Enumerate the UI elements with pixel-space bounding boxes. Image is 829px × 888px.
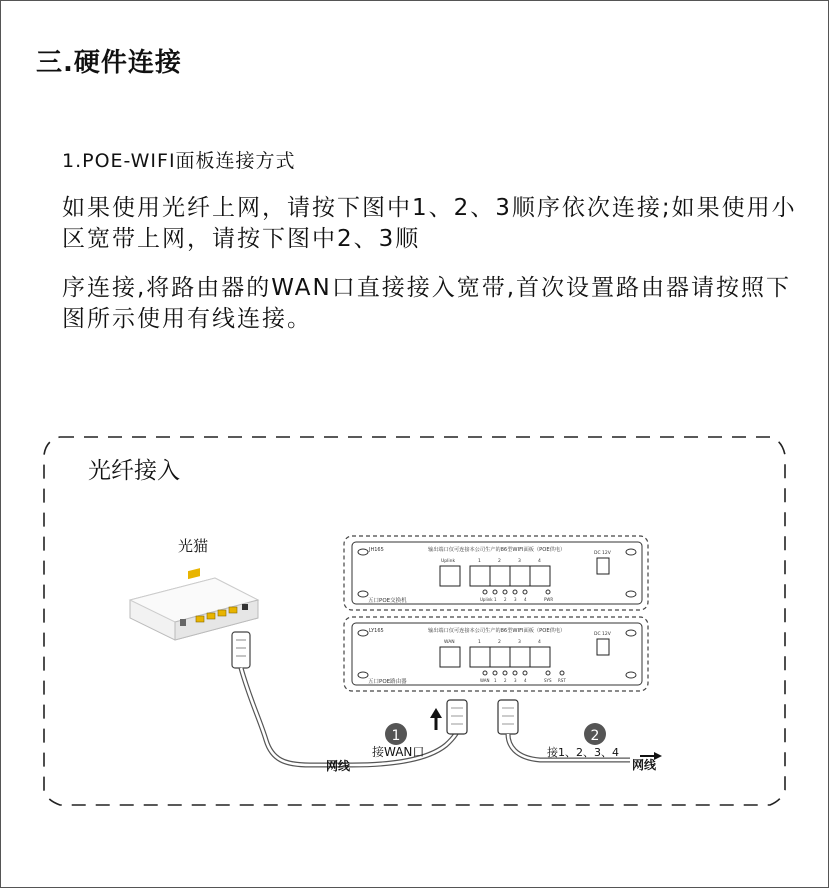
router-port	[470, 647, 490, 667]
switch-led-label: 3	[514, 597, 517, 602]
router-led-label: 2	[504, 678, 507, 683]
switch-power-label: DC 12V	[594, 551, 611, 556]
switch-port	[490, 566, 510, 586]
switch-port	[530, 566, 550, 586]
switch-power-jack	[597, 558, 609, 574]
router-led-label: 4	[524, 678, 527, 683]
router-header: 输出端口仅可连接本公司生产的86型WIFI面板（POE供电）	[428, 628, 566, 634]
section-title: 三.硬件连接	[36, 48, 182, 78]
optical-modem	[130, 568, 258, 640]
switch-uplink-label: Uplink	[441, 559, 456, 564]
step2-number: 2	[590, 728, 600, 744]
router-power-label: DC 12V	[594, 632, 611, 637]
switch-led-label: 1	[494, 597, 497, 602]
modem-cable	[232, 632, 310, 765]
paragraph-2: 序连接,将路由器的WAN口直接接入宽带,首次设置路由器请按照下图所示使用有线连接。	[62, 275, 792, 332]
router-port	[530, 647, 550, 667]
switch-port-label: 4	[538, 559, 541, 564]
switch-header: 输出端口仅可连接本公司生产的86型WIFI面板（POE供电）	[428, 547, 566, 553]
switch-port-label: 2	[498, 559, 501, 564]
router-name: 五口POE路由器	[368, 679, 407, 685]
paragraph-1: 如果使用光纤上网，请按下图中1、2、3顺序依次连接;如果使用小区宽带上网，请按下图中2、3顺	[62, 195, 797, 252]
switch-led-label: 2	[504, 597, 507, 602]
router-model: LY165	[369, 628, 384, 634]
switch-panel	[344, 536, 648, 610]
router-port-label: 4	[538, 640, 541, 645]
router-led-label: 3	[514, 678, 517, 683]
step2-label: 接1、2、3、4	[547, 746, 619, 759]
switch-port	[510, 566, 530, 586]
step1-number: 1	[391, 728, 401, 744]
step1-label: 接WAN口	[372, 745, 425, 759]
router-wan-label: WAN	[444, 640, 455, 645]
router-port	[490, 647, 510, 667]
router-led-label: SYS	[544, 678, 552, 683]
switch-port-label: 1	[478, 559, 481, 564]
subtitle: 1.POE-WIFI面板连接方式	[62, 150, 296, 172]
router-port	[510, 647, 530, 667]
switch-port-label: 3	[518, 559, 521, 564]
switch-port	[470, 566, 490, 586]
cable-label-left: 网线	[326, 759, 351, 773]
switch-model: JH165	[369, 547, 384, 553]
switch-led-label: Uplink	[480, 597, 493, 602]
up-arrow-icon	[430, 708, 442, 718]
switch-led-label: PWR	[544, 597, 554, 602]
switch-uplink-port	[440, 566, 460, 586]
router-led-label: RST	[558, 678, 566, 683]
cable-label-right: 网线	[632, 758, 657, 772]
switch-led-label: 4	[524, 597, 527, 602]
router-panel	[344, 617, 648, 691]
router-power-jack	[597, 639, 609, 655]
modem-label: 光猫	[178, 537, 209, 555]
router-port-label: 3	[518, 640, 521, 645]
router-port-label: 1	[478, 640, 481, 645]
router-port-label: 2	[498, 640, 501, 645]
switch-name: 五口POE交换机	[368, 598, 407, 604]
router-led-label: 1	[494, 678, 497, 683]
router-wan-port	[440, 647, 460, 667]
router-led-label: WAN	[480, 678, 490, 683]
box-label: 光纤接入	[88, 458, 180, 484]
